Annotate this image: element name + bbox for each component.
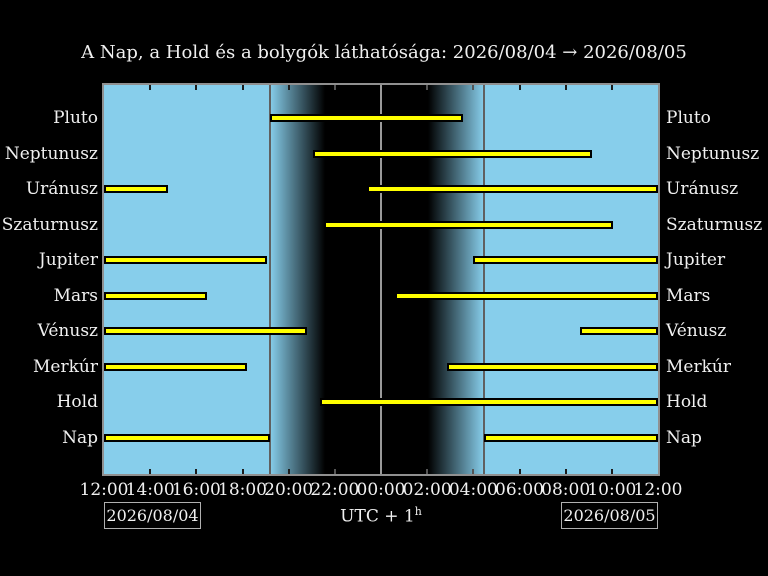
visibility-bar-nap	[484, 434, 658, 442]
plot-area	[102, 83, 660, 476]
x-tick-top	[334, 85, 336, 90]
sunset-line	[269, 85, 271, 474]
x-tick-bottom	[149, 469, 151, 474]
x-tick-label-8: 04:00	[448, 480, 498, 500]
x-tick-label-6: 00:00	[356, 480, 406, 500]
row-label-left-hold: Hold	[56, 392, 98, 413]
x-tick-top	[426, 85, 428, 90]
visibility-bar-hold	[320, 398, 658, 406]
date-box-start: 2026/08/04	[104, 502, 201, 529]
visibility-bar-neptunusz	[313, 150, 592, 158]
x-tick-bottom	[195, 469, 197, 474]
x-tick-bottom	[519, 469, 521, 474]
visibility-bar-nap	[104, 434, 270, 442]
x-tick-label-0: 12:00	[79, 480, 129, 500]
x-tick-label-10: 08:00	[541, 480, 591, 500]
x-tick-top	[611, 85, 613, 90]
x-tick-label-11: 10:00	[587, 480, 637, 500]
page-title: A Nap, a Hold és a bolygók láthatósága: 2026/08/04 → 2026/08/05	[81, 42, 687, 63]
x-tick-top	[519, 85, 521, 90]
row-label-left-nap: Nap	[62, 428, 98, 448]
visibility-bar-merkur	[104, 363, 247, 371]
x-tick-top	[195, 85, 197, 90]
x-tick-label-7: 02:00	[402, 480, 452, 500]
row-label-left-jupiter: Jupiter	[38, 250, 98, 271]
visibility-bar-mars	[104, 292, 207, 300]
visibility-bar-szaturnusz	[324, 221, 613, 229]
visibility-bar-merkur	[447, 363, 658, 371]
x-tick-bottom	[565, 469, 567, 474]
row-label-right-mars: Mars	[666, 285, 711, 306]
x-tick-bottom	[472, 469, 474, 474]
x-tick-top	[472, 85, 474, 90]
x-tick-label-12: 12:00	[633, 480, 683, 500]
x-tick-top	[149, 85, 151, 90]
sunrise-line	[483, 85, 485, 474]
row-label-left-merkur: Merkúr	[33, 356, 98, 377]
row-label-right-venusz: Vénusz	[666, 321, 727, 342]
x-tick-label-4: 20:00	[264, 480, 314, 500]
x-tick-bottom	[426, 469, 428, 474]
visibility-bar-pluto	[270, 114, 463, 122]
x-tick-bottom	[288, 469, 290, 474]
row-label-left-neptunusz: Neptunusz	[4, 143, 98, 164]
visibility-bar-mars	[395, 292, 658, 300]
visibility-bar-uranusz	[104, 185, 168, 193]
visibility-bar-jupiter	[473, 256, 658, 264]
visibility-bar-jupiter	[104, 256, 267, 264]
x-tick-label-1: 14:00	[125, 480, 175, 500]
x-tick-label-5: 22:00	[310, 480, 360, 500]
x-tick-top	[242, 85, 244, 90]
row-label-right-merkur: Merkúr	[666, 356, 731, 377]
timezone-sup: h	[414, 505, 422, 518]
x-tick-bottom	[334, 469, 336, 474]
x-tick-label-3: 18:00	[218, 480, 267, 500]
row-label-right-szaturnusz: Szaturnusz	[666, 214, 763, 235]
row-label-right-neptunusz: Neptunusz	[666, 143, 760, 164]
row-label-left-uranusz: Uránusz	[25, 179, 98, 200]
row-label-left-pluto: Pluto	[53, 108, 98, 128]
timezone-text: UTC + 1	[340, 506, 415, 527]
x-tick-bottom	[611, 469, 613, 474]
row-label-left-szaturnusz: Szaturnusz	[1, 214, 98, 235]
row-label-left-mars: Mars	[53, 285, 98, 306]
date-box-end: 2026/08/05	[561, 502, 658, 529]
x-tick-bottom	[242, 469, 244, 474]
visibility-bar-venusz	[580, 327, 658, 335]
x-tick-top	[288, 85, 290, 90]
midnight-line	[380, 85, 382, 474]
x-tick-top	[565, 85, 567, 90]
row-label-right-nap: Nap	[666, 428, 702, 448]
row-label-right-hold: Hold	[666, 392, 708, 413]
visibility-bar-uranusz	[367, 185, 658, 193]
x-tick-label-2: 16:00	[171, 480, 221, 500]
row-label-right-jupiter: Jupiter	[666, 250, 726, 271]
row-label-right-uranusz: Uránusz	[666, 179, 739, 200]
visibility-bar-venusz	[104, 327, 307, 335]
row-label-right-pluto: Pluto	[666, 108, 711, 128]
x-tick-label-9: 06:00	[495, 480, 544, 500]
row-label-left-venusz: Vénusz	[37, 321, 98, 342]
